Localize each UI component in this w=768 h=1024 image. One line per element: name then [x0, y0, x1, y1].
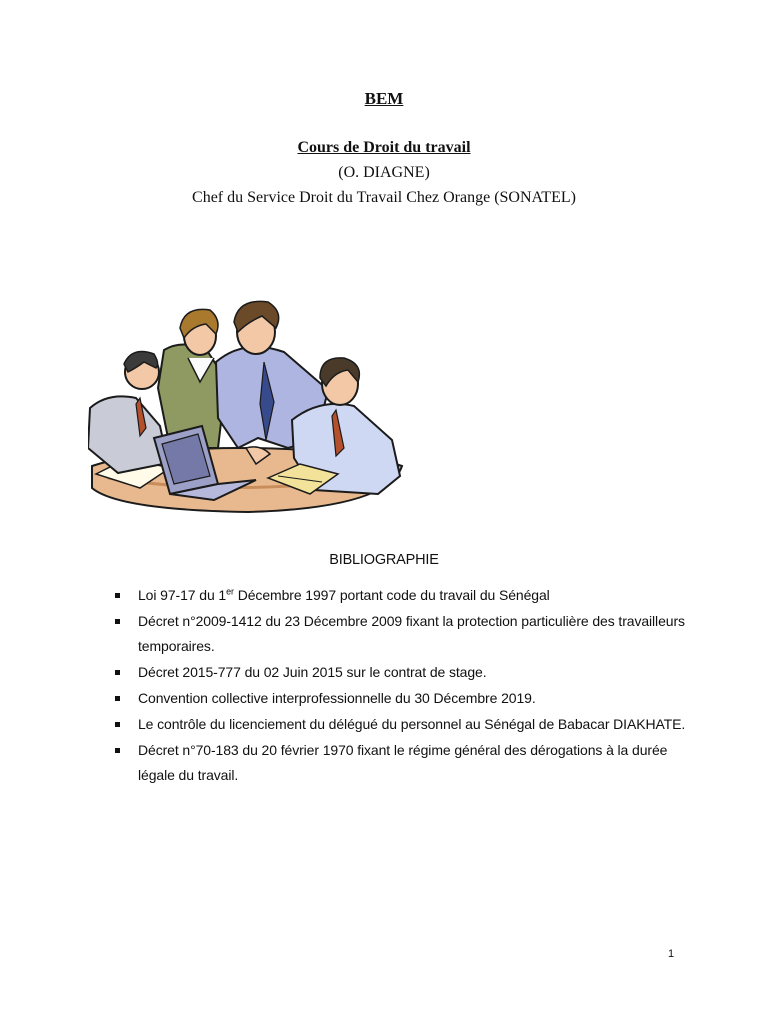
office-team-clipart-icon	[88, 298, 406, 513]
bibliography-list	[112, 583, 692, 789]
bibliography-item: Le contrôle du licenciement du délégué du personnel au Sénégal de Babacar DIAKHATE.	[112, 712, 692, 737]
bibliography-item: Loi 97-17 du 1er Décembre 1997 portant code du travail du Sénégal	[112, 583, 692, 608]
author-role: Chef du Service Droit du Travail Chez Orange (SONATEL)	[192, 189, 576, 206]
bibliography-heading: BIBLIOGRAPHIE	[329, 552, 439, 568]
bullet-icon	[115, 748, 120, 753]
bullet-icon	[115, 593, 120, 598]
document-title: BEM	[364, 89, 404, 108]
bullet-icon	[115, 670, 120, 675]
bullet-icon	[115, 696, 120, 701]
course-title: Cours de Droit du travail	[297, 139, 471, 156]
bibliography-item: Décret n°70-183 du 20 février 1970 fixant le régime général des dérogations à la durée légale du travail.	[112, 738, 692, 788]
bibliography-item: Décret 2015-777 du 02 Juin 2015 sur le contrat de stage.	[112, 660, 692, 685]
bibliography-item: Décret n°2009-1412 du 23 Décembre 2009 fixant la protection particulière des travailleurs temporaires.	[112, 609, 692, 659]
bullet-icon	[115, 722, 120, 727]
author-name: (O. DIAGNE)	[338, 164, 430, 181]
bullet-icon	[115, 619, 120, 624]
page-number: 1	[668, 948, 675, 960]
bibliography-item: Convention collective interprofessionnelle du 30 Décembre 2019.	[112, 686, 692, 711]
